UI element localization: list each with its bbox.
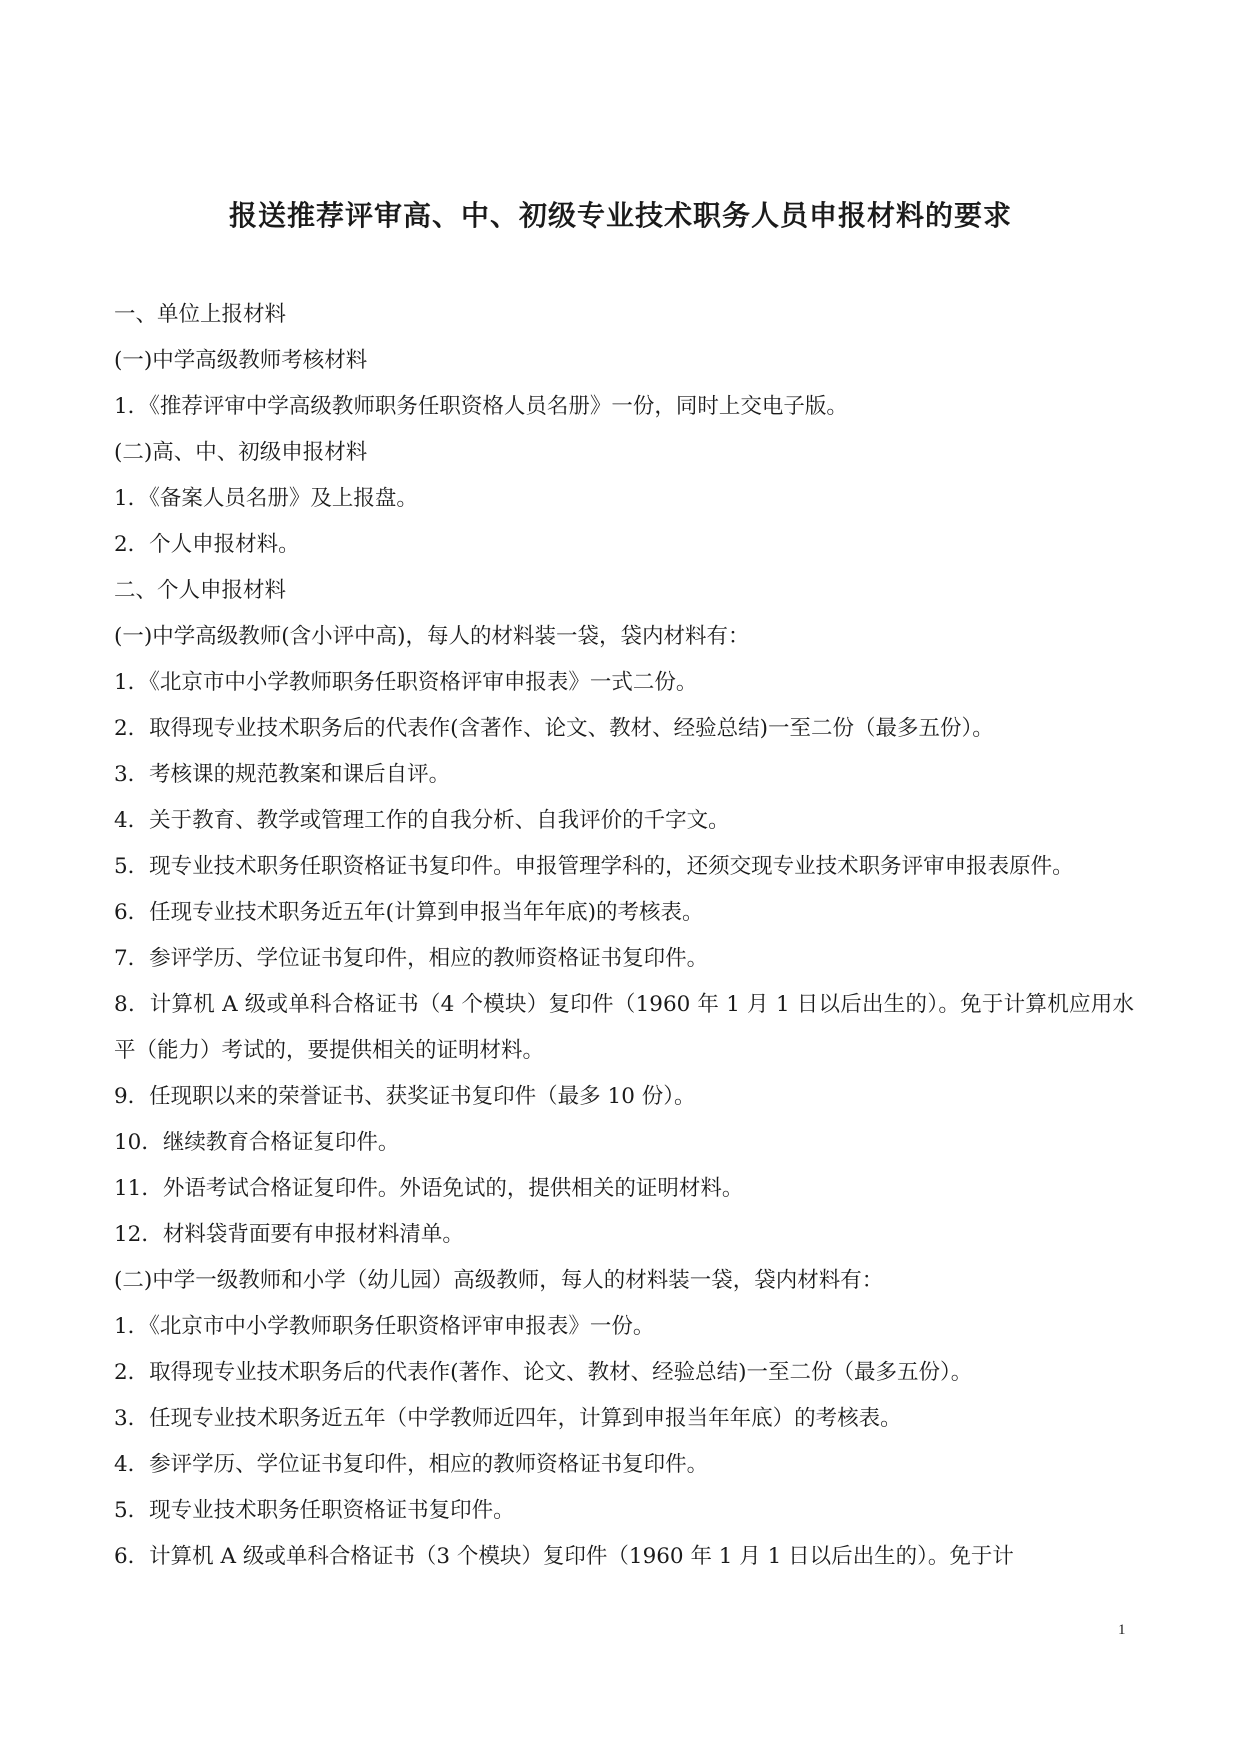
list-item: 5．现专业技术职务任职资格证书复印件。申报管理学科的，还须交现专业技术职务评审申报表原件。 (114, 854, 1074, 879)
subsection-heading: (二)高、中、初级申报材料 (114, 440, 368, 465)
list-item: 5．现专业技术职务任职资格证书复印件。 (114, 1498, 515, 1523)
list-item: 2．个人申报材料。 (114, 532, 300, 557)
list-item: 1．《北京市中小学教师职务任职资格评审申报表》一份。 (114, 1314, 655, 1339)
document-body (114, 292, 1134, 1580)
list-item: 10．继续教育合格证复印件。 (114, 1130, 400, 1155)
subsection-heading: (一)中学高级教师(含小评中高)，每人的材料装一袋，袋内材料有： (114, 624, 750, 649)
list-item: 11．外语考试合格证复印件。外语免试的，提供相关的证明材料。 (114, 1176, 744, 1201)
list-item: 1．《北京市中小学教师职务任职资格评审申报表》一式二份。 (114, 670, 698, 695)
list-item: 8．计算机 A 级或单科合格证书（4 个模块）复印件（1960 年 1 月 1 日以后出生的）。免于计算机应用水平（能力）考试的，要提供相关的证明材料。 (114, 992, 1134, 1063)
subsection-heading: (二)中学一级教师和小学（幼儿园）高级教师，每人的材料装一袋，袋内材料有： (114, 1268, 884, 1293)
document-title: 报送推荐评审高、中、初级专业技术职务人员申报材料的要求 (228, 199, 1012, 232)
list-item: 4．参评学历、学位证书复印件，相应的教师资格证书复印件。 (114, 1452, 709, 1477)
list-item: 2．取得现专业技术职务后的代表作(著作、论文、教材、经验总结)一至二份（最多五份）。 (114, 1360, 973, 1385)
list-item: 1．《推荐评审中学高级教师职务任职资格人员名册》一份，同时上交电子版。 (114, 394, 848, 419)
list-item: 3．考核课的规范教案和课后自评。 (114, 762, 451, 787)
list-item: 6．任现专业技术职务近五年(计算到申报当年年底)的考核表。 (114, 900, 704, 925)
page-number: 1 (1118, 1622, 1126, 1638)
list-item: 2．取得现专业技术职务后的代表作(含著作、论文、教材、经验总结)一至二份（最多五份）。 (114, 716, 994, 741)
list-item: 3．任现专业技术职务近五年（中学教师近四年，计算到申报当年年底）的考核表。 (114, 1406, 902, 1431)
list-item: 7．参评学历、学位证书复印件，相应的教师资格证书复印件。 (114, 946, 709, 971)
subsection-heading: (一)中学高级教师考核材料 (114, 348, 368, 373)
list-item: 9．任现职以来的荣誉证书、获奖证书复印件（最多 10 份）。 (114, 1084, 696, 1109)
section-heading: 一、单位上报材料 (114, 302, 287, 327)
list-item: 6．计算机 A 级或单科合格证书（3 个模块）复印件（1960 年 1 月 1 日以后出生的）。免于计 (114, 1544, 1014, 1569)
list-item: 4．关于教育、教学或管理工作的自我分析、自我评价的千字文。 (114, 808, 730, 833)
list-item: 1．《备案人员名册》及上报盘。 (114, 486, 418, 511)
list-item: 12．材料袋背面要有申报材料清单。 (114, 1222, 464, 1247)
section-heading: 二、个人申报材料 (114, 578, 287, 603)
